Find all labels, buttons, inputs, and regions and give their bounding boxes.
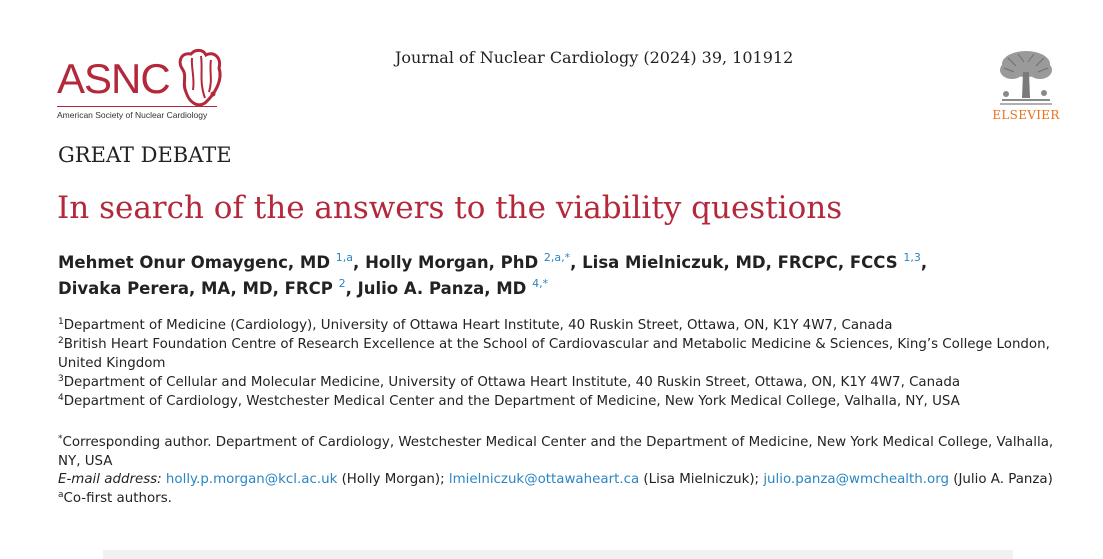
journal-citation: Journal of Nuclear Cardiology (2024) 39, 101912 — [395, 48, 794, 67]
author-name: Divaka Perera, MA, MD, FRCP — [58, 279, 333, 298]
asnc-logo — [57, 48, 227, 123]
author-separator: , — [920, 253, 928, 272]
asnc-subtitle: American Society of Nuclear Cardiology — [57, 110, 208, 120]
email-owner: (Holly Morgan); — [337, 472, 449, 487]
abstract-box-edge — [103, 550, 1013, 559]
asnc-wordmark: ASNC — [57, 55, 170, 102]
cofirst-note — [58, 490, 1058, 509]
cofirst-mark: a — [58, 489, 64, 500]
author-separator: , — [345, 279, 358, 298]
cofirst-text: Co-first authors. — [63, 490, 172, 506]
email-note — [58, 471, 1058, 490]
email-link-mielniczuk[interactable]: lmielniczuk@ottawaheart.ca — [448, 472, 640, 487]
asnc-divider — [57, 106, 217, 107]
author-name: Julio A. Panza, MD — [357, 279, 527, 298]
corresponding-text: Corresponding author. Department of Cardiology, Westchester Medical Center and the Department of Medicine, New York Medical College, Valhalla, NY, USA — [58, 435, 1054, 469]
author-affiliation-ref[interactable]: 1,a — [335, 251, 354, 264]
elsevier-wordmark: ELSEVIER — [992, 108, 1060, 122]
email-label: E-mail address: — [58, 472, 162, 487]
affiliation-text: British Heart Foundation Centre of Research Excellence at the School of Cardiovascular and Metabolic Medicine & Sciences, King’s College London, United Kingdom — [58, 337, 1050, 371]
section-label: GREAT DEBATE — [58, 143, 232, 167]
email-owner: (Julio A. Panza) — [948, 472, 1053, 487]
affiliation-number: 1 — [58, 317, 64, 327]
author-affiliation-ref[interactable]: 4,* — [532, 277, 549, 290]
affiliation-list — [58, 316, 1078, 411]
affiliation-number: 3 — [58, 374, 64, 384]
affiliation-item — [58, 316, 1078, 335]
tree-icon — [994, 48, 1058, 106]
heart-icon — [175, 48, 225, 110]
affiliation-item — [58, 392, 1078, 411]
affiliation-text: Department of Medicine (Cardiology), University of Ottawa Heart Institute, 40 Ruskin Street, Ottawa, ON, K1Y 4W7, Canada — [63, 318, 893, 333]
article-title: In search of the answers to the viability questions — [57, 190, 843, 226]
affiliation-number: 4 — [58, 393, 64, 403]
affiliation-text: Department of Cardiology, Westchester Medical Center and the Department of Medicine, New York Medical College, Valhalla, NY, USA — [63, 394, 960, 409]
author-affiliation-ref[interactable]: 2,a,* — [543, 251, 571, 264]
author-separator: , — [353, 253, 366, 272]
footnotes — [58, 434, 1058, 508]
corresponding-mark: * — [58, 434, 63, 444]
author-list — [58, 250, 1068, 302]
author-affiliation-ref[interactable]: 1,3 — [903, 251, 921, 264]
affiliation-item — [58, 335, 1078, 373]
author-separator: , — [570, 253, 583, 272]
affiliation-item — [58, 373, 1078, 392]
corresponding-note — [58, 434, 1058, 471]
affiliation-number: 2 — [58, 336, 64, 346]
affiliation-text: Department of Cellular and Molecular Medicine, University of Ottawa Heart Institute, 40 Ruskin Street, Ottawa, ON, K1Y 4W7, Canada — [63, 375, 961, 390]
author-name: Lisa Mielniczuk, MD, FRCPC, FCCS — [582, 253, 898, 272]
author-name: Holly Morgan, PhD — [365, 253, 539, 272]
elsevier-logo — [990, 48, 1062, 124]
email-owner: (Lisa Mielniczuk); — [639, 472, 764, 487]
email-link-panza[interactable]: julio.panza@wmchealth.org — [763, 472, 949, 487]
author-affiliation-ref[interactable]: 2 — [338, 277, 346, 290]
email-link-morgan[interactable]: holly.p.morgan@kcl.ac.uk — [165, 472, 338, 487]
author-name: Mehmet Onur Omaygenc, MD — [58, 253, 331, 272]
